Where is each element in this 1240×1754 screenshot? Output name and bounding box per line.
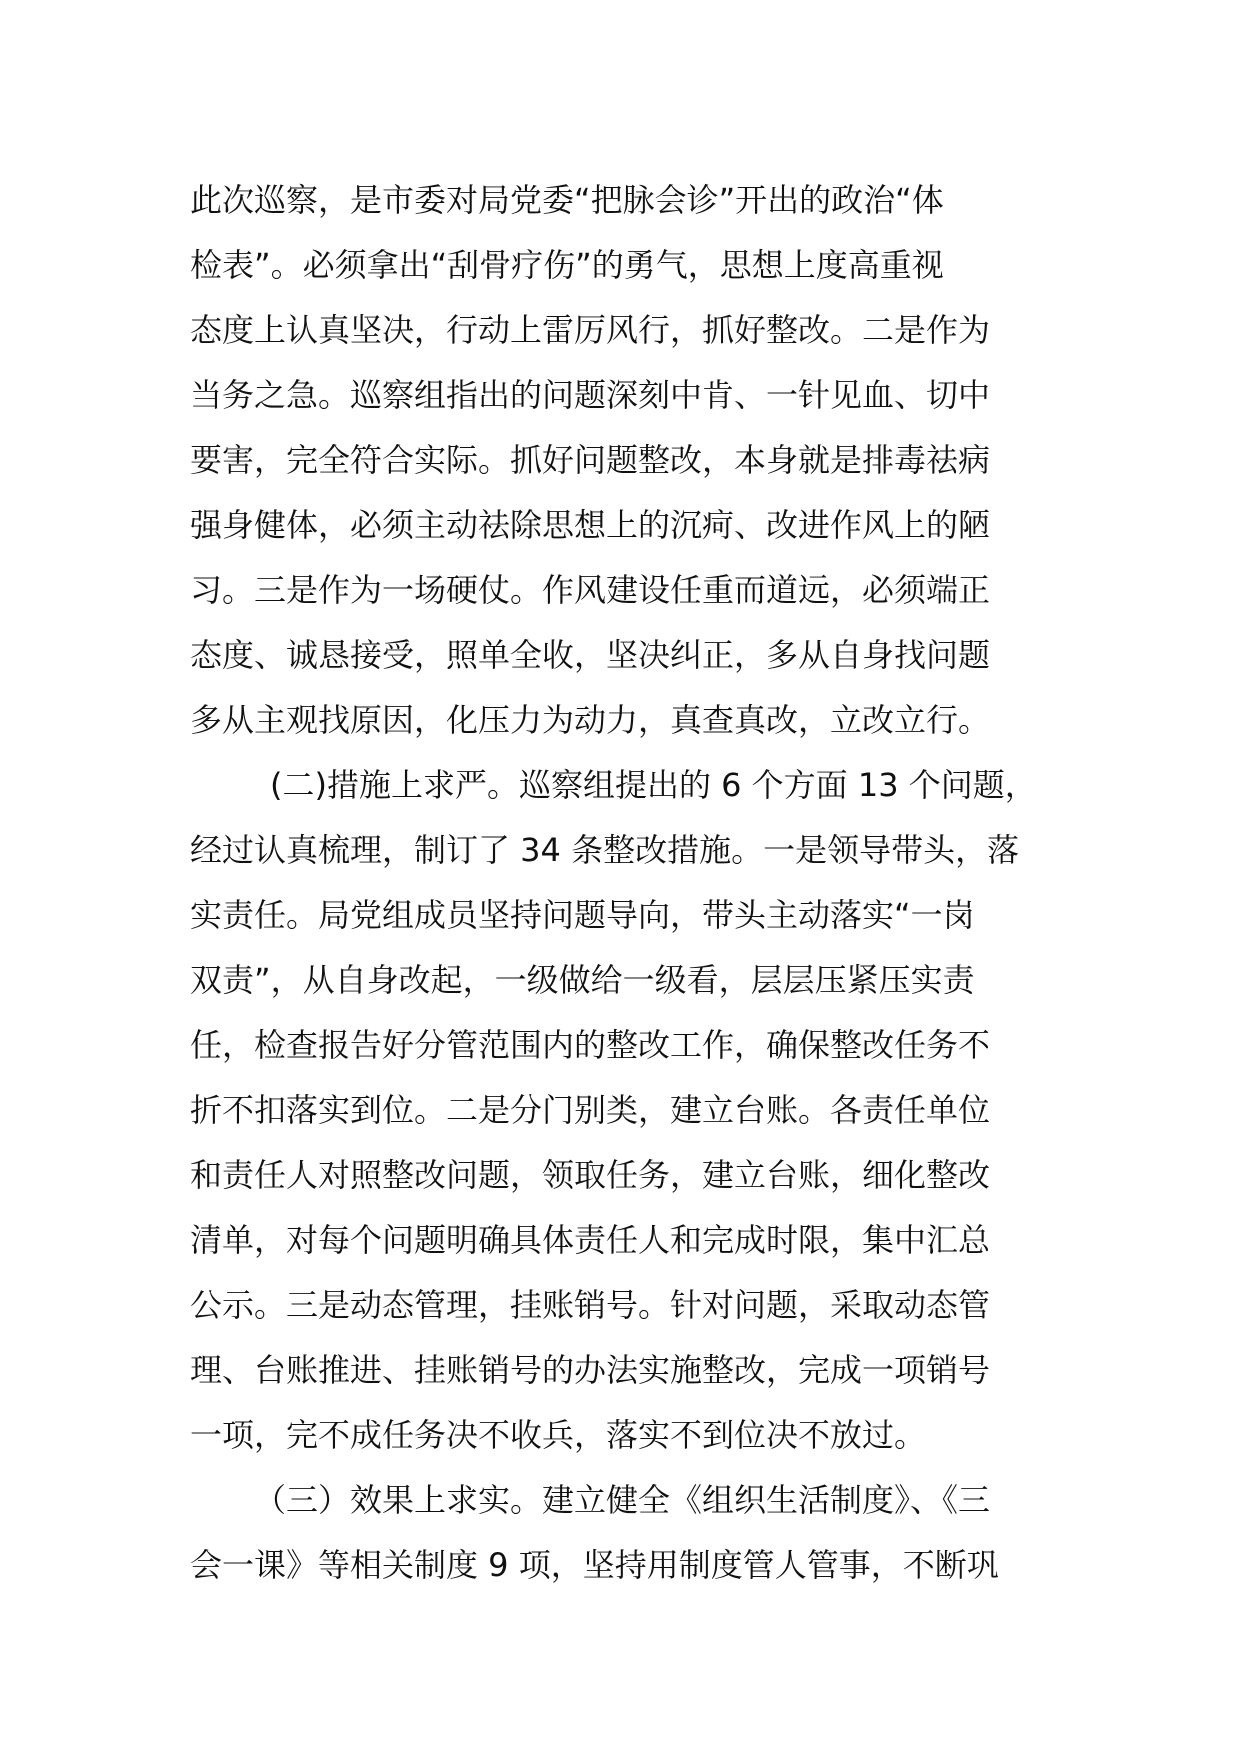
text-line: 多从主观找原因，化压力为动力，真查真改，立改立行。: [190, 701, 991, 739]
text-line: 会一课》等相关制度 9 项，坚持用制度管人管事，不断巩: [190, 1546, 999, 1584]
text-line: 任，检查报告好分管范围内的整改工作，确保整改任务不: [190, 1026, 991, 1064]
text-line: 检表”。必须拿出“刮骨疗伤”的勇气，思想上度高重视: [190, 246, 944, 284]
text-line: 态度、诚恳接受，照单全收，坚决纠正，多从自身找问题: [190, 636, 991, 674]
text-line: (二)措施上求严。巡察组提出的 6 个方面 13 个问题，: [270, 766, 1037, 804]
text-line: （三）效果上求实。建立健全《组织生活制度》、《三: [254, 1481, 991, 1519]
body-text: [190, 168, 1070, 1598]
text-line: 折不扣落实到位。二是分门别类，建立台账。各责任单位: [190, 1091, 991, 1129]
text-line: 双责”，从自身改起，一级做给一级看，层层压紧压实责: [190, 961, 975, 999]
text-line: 要害，完全符合实际。抓好问题整改，本身就是排毒祛病: [190, 441, 991, 479]
paragraph-3: [190, 1468, 1070, 1598]
text-line: 态度上认真坚决，行动上雷厉风行，抓好整改。二是作为: [190, 311, 991, 349]
text-line: 清单，对每个问题明确具体责任人和完成时限，集中汇总: [190, 1221, 991, 1259]
text-line: 公示。三是动态管理，挂账销号。针对问题，采取动态管: [190, 1286, 991, 1324]
text-line: 习。三是作为一场硬仗。作风建设任重而道远，必须端正: [190, 571, 991, 609]
paragraph-1: [190, 168, 1070, 753]
text-line: 此次巡察，是市委对局党委“把脉会诊”开出的政治“体: [190, 181, 944, 219]
paragraph-2: [190, 753, 1070, 1468]
text-line: 经过认真梳理，制订了 34 条整改措施。一是领导带头，落: [190, 831, 1020, 869]
text-line: 理、台账推进、挂账销号的办法实施整改，完成一项销号: [190, 1351, 991, 1389]
text-line: 实责任。局党组成员坚持问题导向，带头主动落实“一岗: [190, 896, 975, 934]
text-line: 强身健体，必须主动祛除思想上的沉疴、改进作风上的陋: [190, 506, 991, 544]
text-line: 一项，完不成任务决不收兵，落实不到位决不放过。: [190, 1416, 927, 1454]
text-line: 和责任人对照整改问题，领取任务，建立台账，细化整改: [190, 1156, 991, 1194]
text-line: 当务之急。巡察组指出的问题深刻中肯、一针见血、切中: [190, 376, 991, 414]
